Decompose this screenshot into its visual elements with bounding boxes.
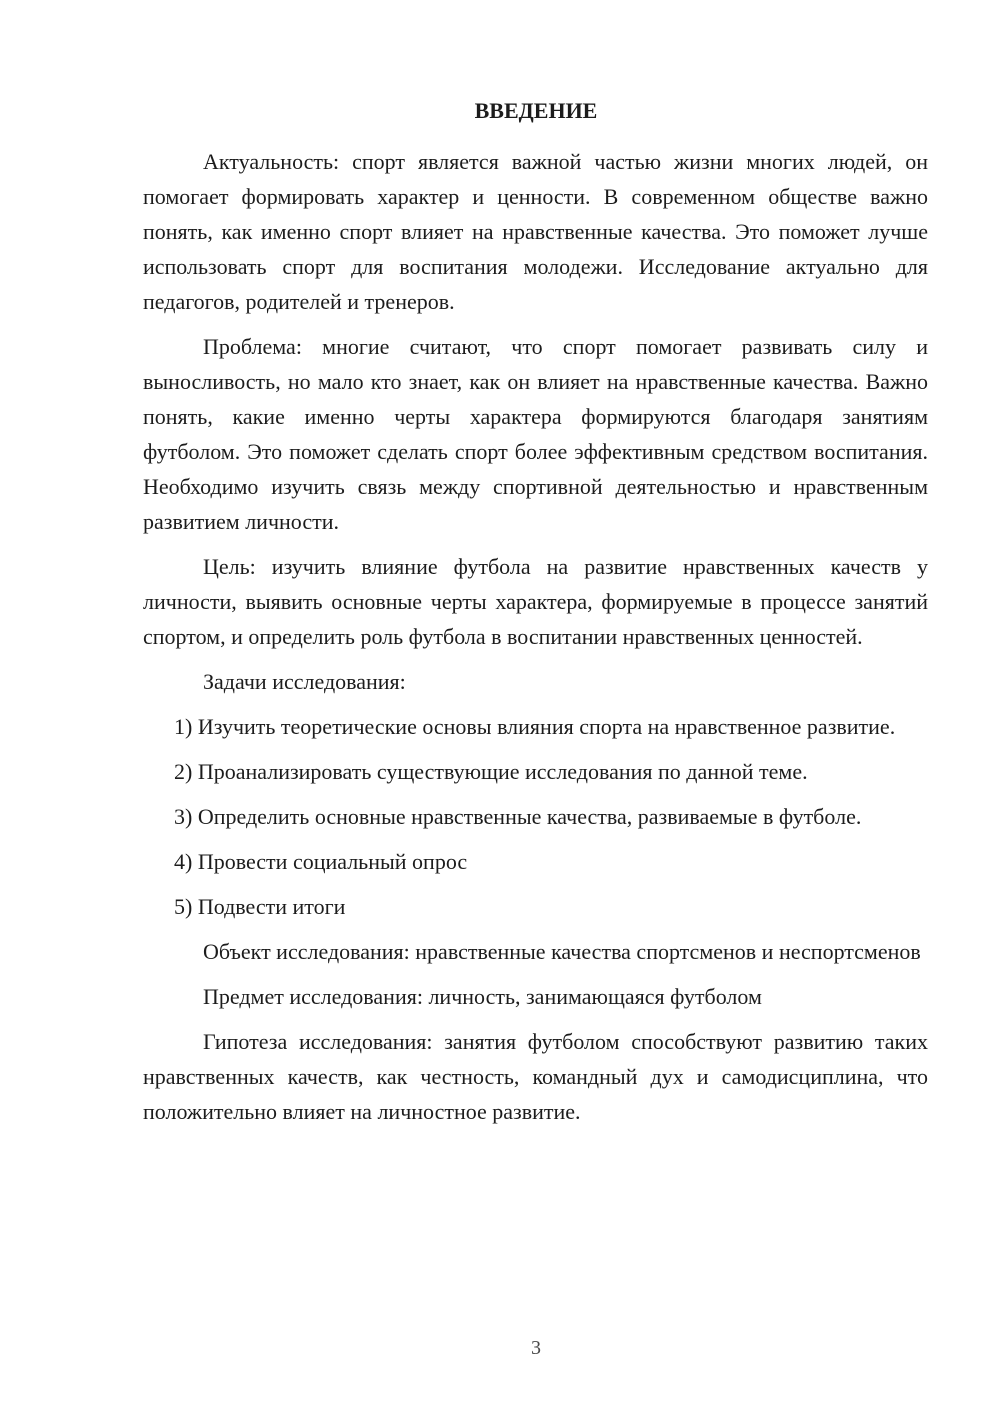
task-item: 5) Подвести итоги bbox=[174, 894, 346, 919]
task-item: 3) Определить основные нравственные качества, развиваемые в футболе. bbox=[174, 804, 862, 829]
document-body bbox=[143, 144, 928, 1139]
task-item: 1) Изучить теоретические основы влияния спорта на нравственное развитие. bbox=[174, 714, 896, 739]
task-item: 2) Проанализировать существующие исследования по данной теме. bbox=[174, 759, 808, 784]
task-item: 4) Провести социальный опрос bbox=[174, 849, 468, 874]
paragraph-problem: Проблема: многие считают, что спорт помогает развивать силу и выносливость, но мало кто знает, как он влияет на нравственные качества. Важно понять, какие именно черты характера формируются благодаря занятиям футболом. Это поможет сделать спорт более эффективным средством воспитания. Необходимо изучить связь между спортивной деятельностью и нравственным развитием личности. bbox=[143, 334, 928, 534]
tasks-heading: Задачи исследования: bbox=[203, 669, 406, 694]
page-number: 3 bbox=[531, 1337, 541, 1359]
section-title: ВВЕДЕНИЕ bbox=[474, 98, 598, 123]
paragraph-object: Объект исследования: нравственные качества спортсменов и неспортсменов bbox=[203, 939, 921, 964]
paragraph-relevance: Актуальность: спорт является важной частью жизни многих людей, он помогает формировать характер и ценности. В современном обществе важно понять, как именно спорт влияет на нравственные качества. Это поможет лучше использовать спорт для воспитания молодежи. Исследование актуально для педагогов, родителей и тренеров. bbox=[143, 149, 928, 314]
paragraph-subject: Предмет исследования: личность, занимающаяся футболом bbox=[203, 984, 762, 1009]
paragraph-goal: Цель: изучить влияние футбола на развитие нравственных качеств у личности, выявить основные черты характера, формируемые в процессе занятий спортом, и определить роль футбола в воспитании нравственных ценностей. bbox=[143, 554, 928, 649]
paragraph-hypothesis: Гипотеза исследования: занятия футболом способствуют развитию таких нравственных качеств, как честность, командный дух и самодисциплина, что положительно влияет на личностное развитие. bbox=[143, 1029, 928, 1124]
